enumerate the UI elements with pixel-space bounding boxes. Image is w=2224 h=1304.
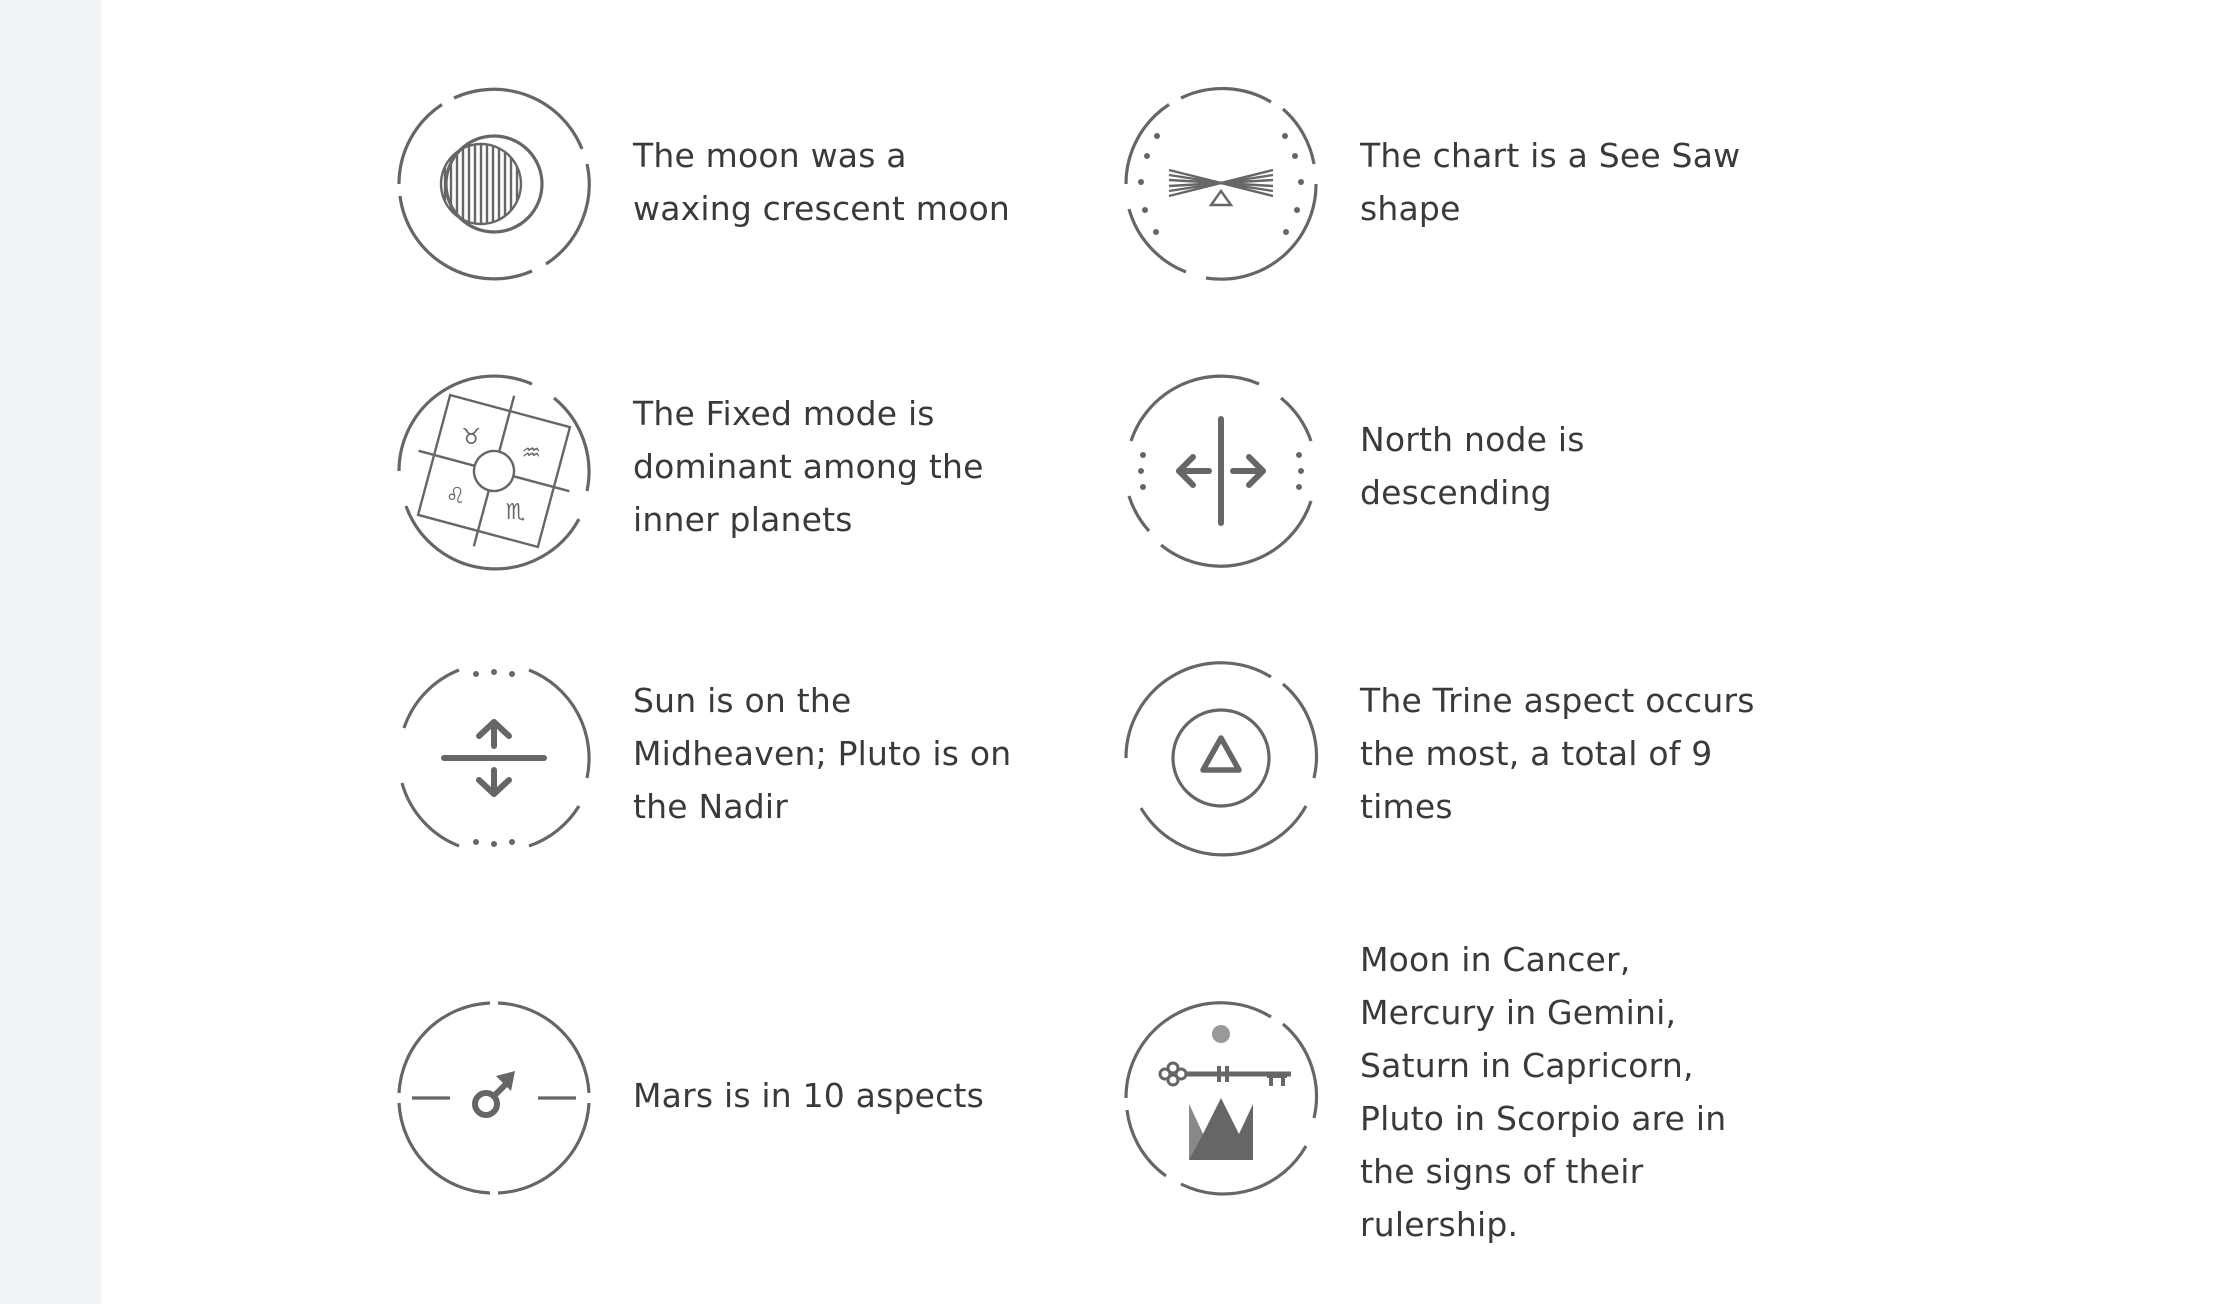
insight-text: The Fixed mode is dominant among the inner planets (633, 394, 984, 539)
fixed-mode-zodiac-grid-icon (394, 371, 594, 571)
key-crown-icon (1121, 998, 1321, 1198)
leo-glyph: ♌ (445, 483, 466, 509)
insight-text: Sun is on the Midheaven; Pluto is on the Nadir (633, 681, 1012, 826)
insight-text: The moon was a waxing crescent moon (633, 136, 1010, 228)
insight-text: North node is descending (1360, 420, 1585, 512)
north-node-descending-icon (1121, 371, 1321, 571)
midheaven-nadir-icon (394, 658, 594, 858)
chart-insights-panel (101, 0, 2224, 1304)
waxing-crescent-moon-icon (394, 84, 594, 284)
trine-triangle-icon (1121, 658, 1321, 858)
aquarius-glyph: ♒ (521, 440, 542, 466)
see-saw-icon (1121, 84, 1321, 284)
mars-symbol-icon (394, 998, 594, 1198)
taurus-glyph: ♉ (461, 424, 482, 450)
insight-text: Mars is in 10 aspects (633, 1076, 984, 1115)
sidebar-strip (0, 0, 101, 1304)
insight-text: Moon in Cancer, Mercury in Gemini, Saturn in Capricorn, Pluto in Scorpio are in the signs of their rulership. (1360, 940, 1727, 1244)
insight-text: The Trine aspect occurs the most, a total of 9 times (1360, 681, 1755, 826)
scorpio-glyph: ♏ (505, 499, 526, 525)
insight-text: The chart is a See Saw shape (1360, 136, 1741, 228)
